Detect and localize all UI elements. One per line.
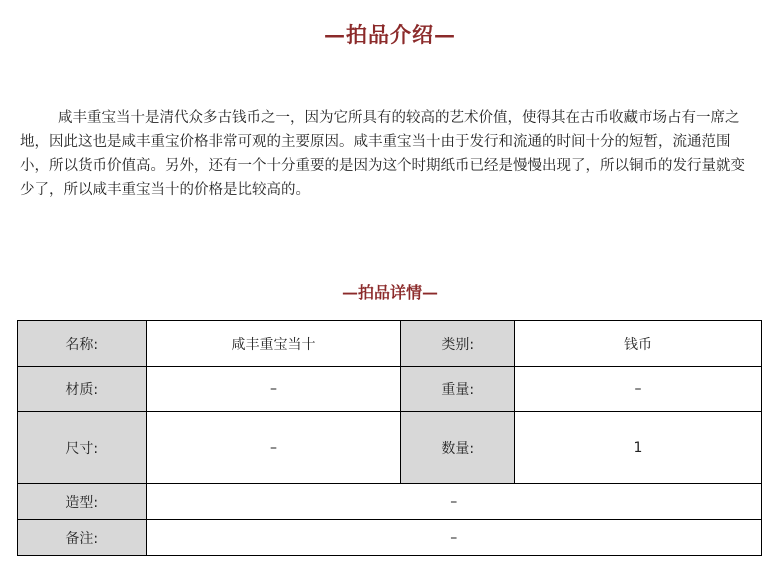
table-row xyxy=(18,367,762,412)
weight-value: – xyxy=(515,367,762,412)
shape-label: 造型: xyxy=(18,484,147,520)
material-value: – xyxy=(146,367,401,412)
category-label: 类别: xyxy=(401,321,515,367)
size-value: – xyxy=(146,412,401,484)
material-label: 材质: xyxy=(18,367,147,412)
table-row xyxy=(18,412,762,484)
quantity-label: 数量: xyxy=(401,412,515,484)
shape-value: – xyxy=(146,484,761,520)
weight-label: 重量: xyxy=(401,367,515,412)
intro-text: 咸丰重宝当十是清代众多古钱币之一，因为它所具有的较高的艺术价值，使得其在古币收藏市场占有一席之地，因此这也是咸丰重宝价格非常可观的主要原因。咸丰重宝当十由于发行和流通的时间十分的短暂，流通范围小，所以货币价值高。另外，还有一个十分重要的是因为这个时期纸币已经是慢慢出现了，所以铜币的发行量就变少了，所以咸丰重宝当十的价格是比较高的。 xyxy=(20,110,745,198)
notes-value: – xyxy=(146,520,761,556)
size-label: 尺寸: xyxy=(18,412,147,484)
category-value: 钱币 xyxy=(515,321,762,367)
name-label: 名称: xyxy=(18,321,147,367)
details-table xyxy=(17,320,762,556)
table-row xyxy=(18,484,762,520)
notes-label: 备注: xyxy=(18,520,147,556)
table-row xyxy=(18,520,762,556)
table-row xyxy=(18,321,762,367)
intro-title: —拍品介绍— xyxy=(324,22,456,47)
name-value: 咸丰重宝当十 xyxy=(146,321,401,367)
quantity-value: 1 xyxy=(515,412,762,484)
details-title: —拍品详情— xyxy=(341,283,438,302)
